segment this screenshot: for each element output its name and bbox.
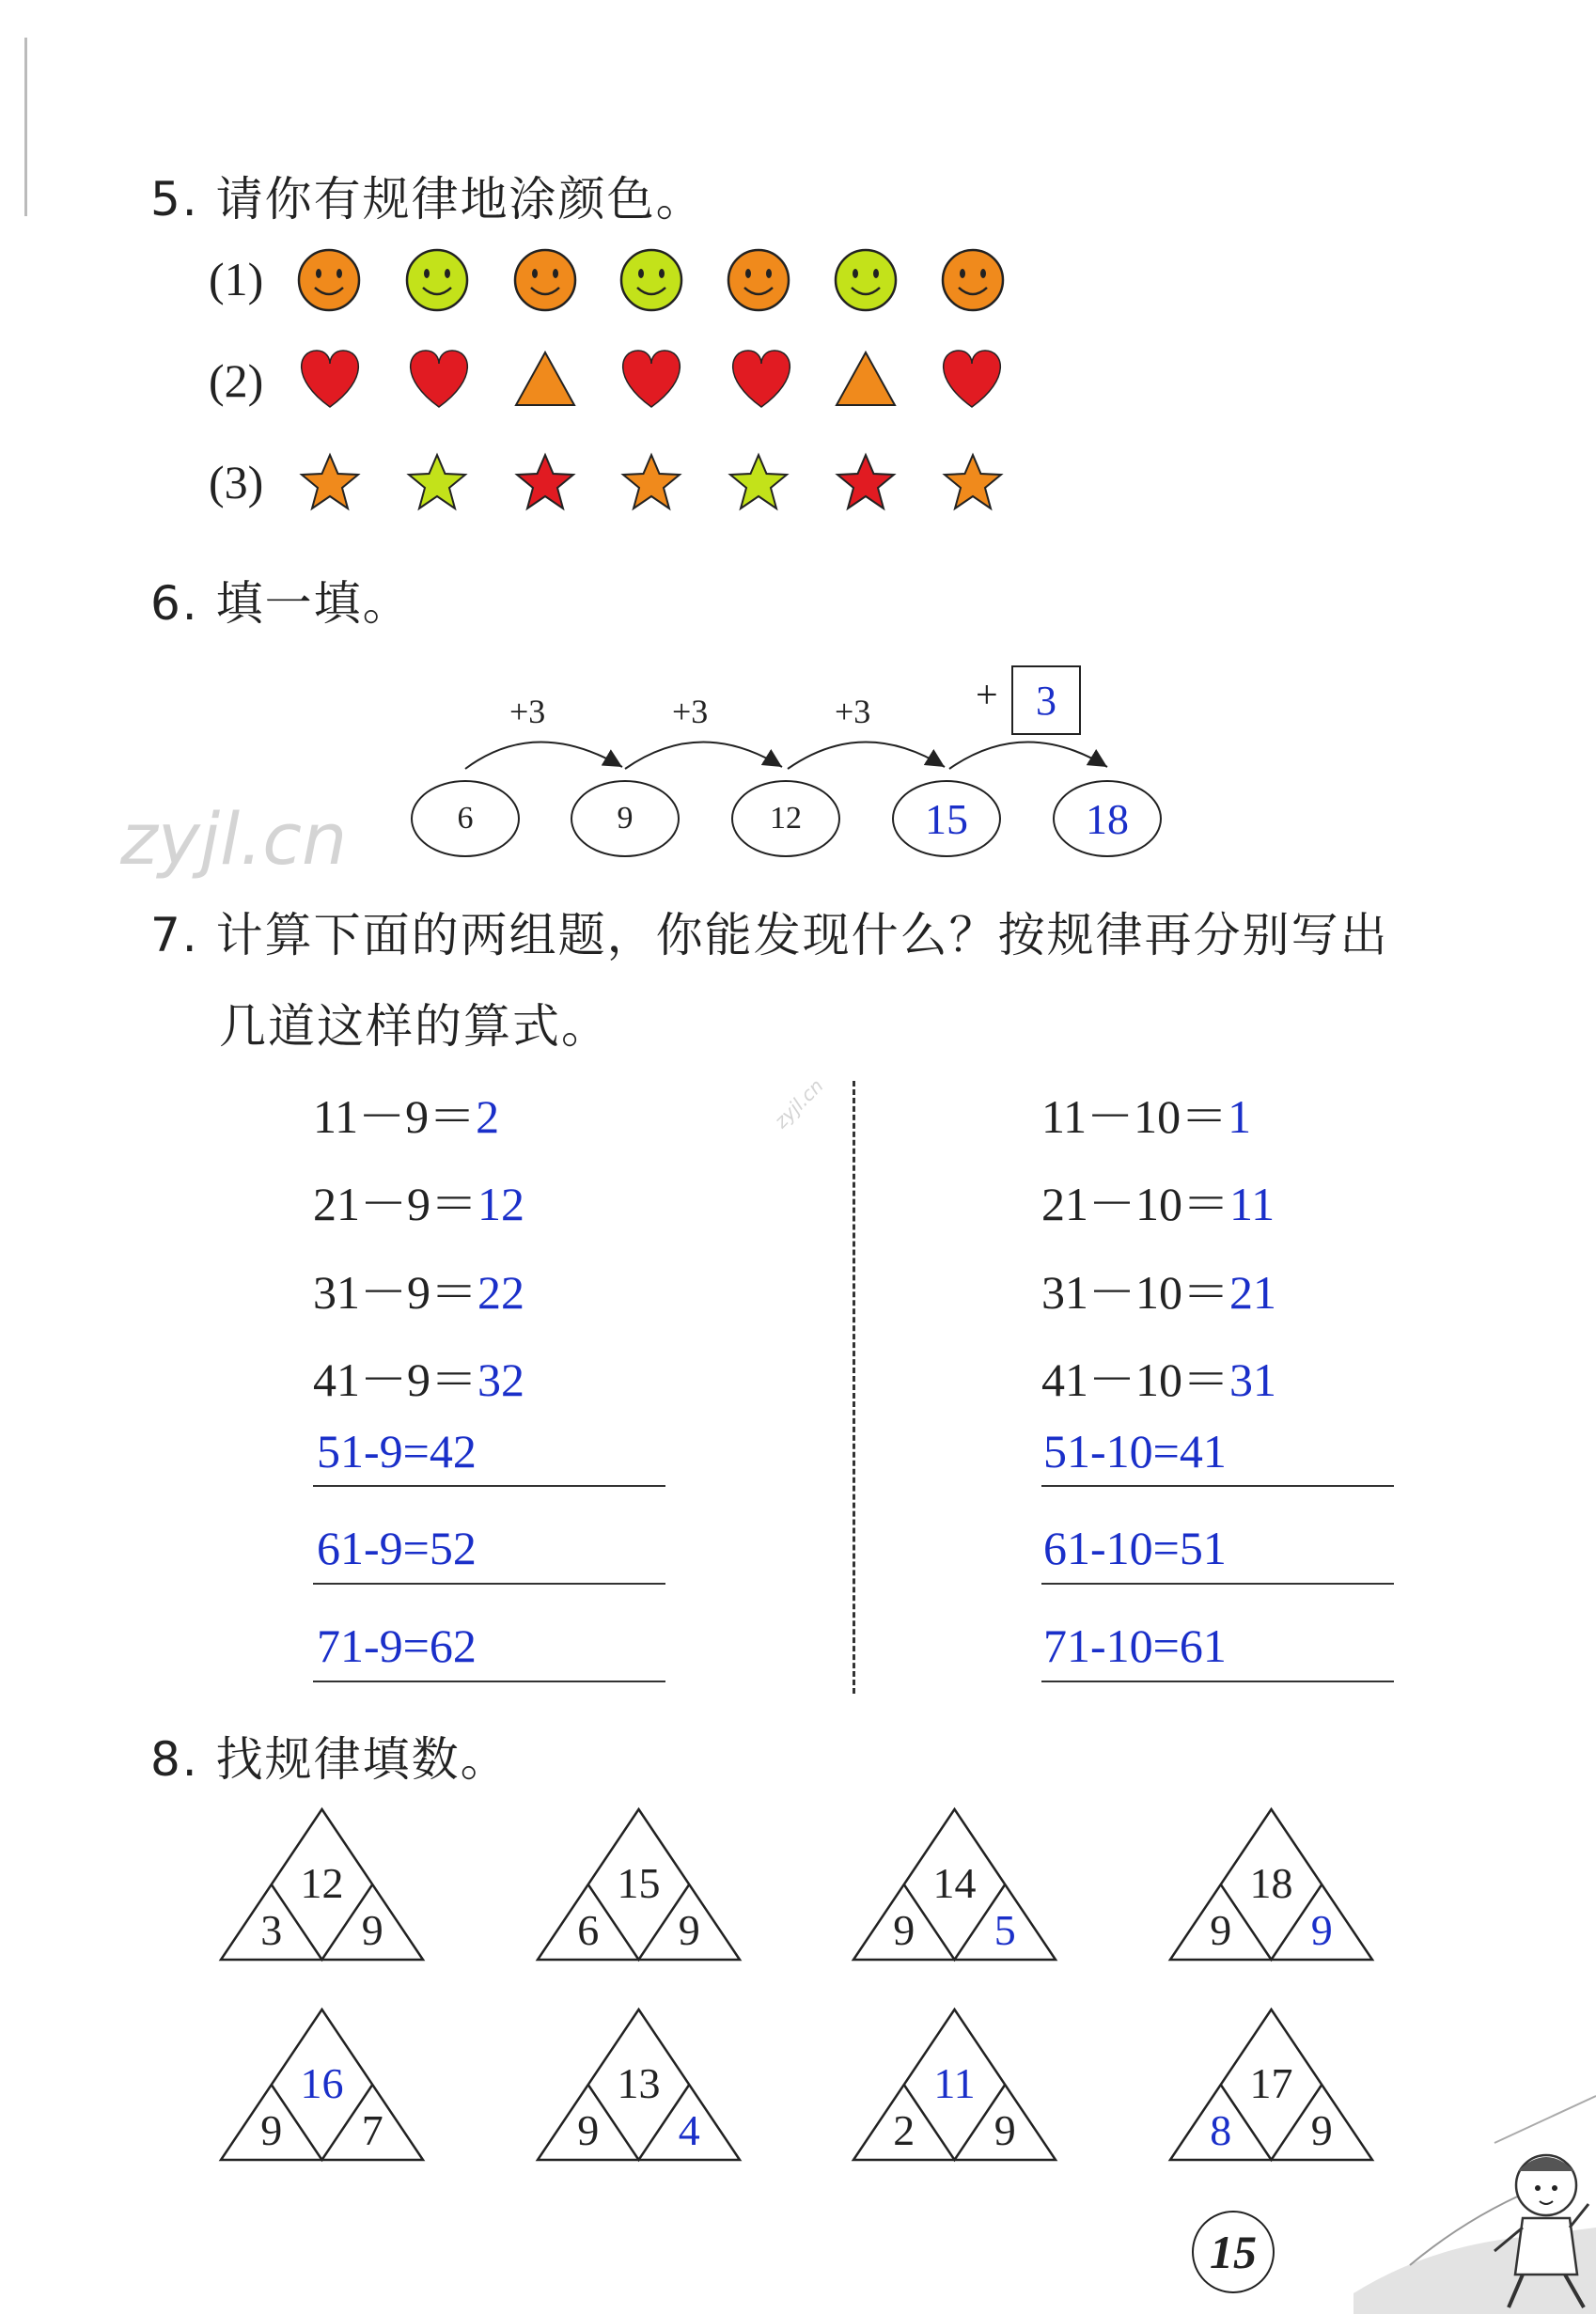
q8-title: 8. 找规律填数。 — [150, 1732, 509, 1787]
triangle-right-number: 9 — [1310, 1906, 1333, 1954]
number-triangle — [538, 1809, 740, 1960]
q6-oval-3 — [731, 780, 840, 857]
eq-answer: 22 — [477, 1266, 524, 1319]
q7-left-written-3: 71-9=62 — [317, 1619, 477, 1672]
q7-title-line1: 7. 计算下面的两组题，你能发现什么？按规律再分别写出 — [150, 908, 1389, 962]
q7-title-line2: 几道这样的算式。 — [219, 999, 610, 1054]
triangle-left-number: 3 — [260, 1906, 283, 1954]
eq-expr: 31－10＝ — [1041, 1266, 1229, 1319]
q5-row2-label: (2) — [209, 354, 264, 407]
page-number-badge — [1192, 2211, 1275, 2293]
page-number: 15 — [1210, 2226, 1257, 2278]
triangle-top-number: 17 — [1249, 2059, 1293, 2107]
triangle-right-number: 7 — [361, 2106, 383, 2154]
q7-left-eq-1 — [313, 1079, 499, 1147]
eq-answer: 1 — [1228, 1090, 1252, 1143]
q7-left-eq-2 — [313, 1166, 524, 1234]
q7-left-underline-2 — [313, 1583, 665, 1585]
q7-right-eq-3 — [1041, 1255, 1276, 1322]
q7-divider — [853, 1081, 855, 1694]
q7-right-eq-2 — [1041, 1166, 1275, 1234]
q6-op-2: +3 — [672, 693, 709, 730]
number-triangle — [1170, 2009, 1372, 2160]
q5-row3-label: (3) — [209, 456, 264, 508]
triangle-right-number: 9 — [994, 2106, 1016, 2154]
eq-expr: 11－9＝ — [313, 1090, 477, 1143]
eq-expr: 41－9＝ — [313, 1353, 477, 1406]
triangle-left-number: 9 — [577, 2106, 600, 2154]
q6-oval-5 — [1053, 780, 1162, 857]
q7-left-written-1: 51-9=42 — [317, 1425, 477, 1478]
q6-arcs — [0, 0, 1596, 902]
q5-row1-label: (1) — [209, 253, 264, 305]
triangle-top-number: 15 — [617, 1859, 661, 1907]
triangle-left-number: 8 — [1210, 2106, 1232, 2154]
q6-oval-value: 6 — [457, 801, 474, 836]
triangle-top-number: 18 — [1249, 1859, 1293, 1907]
q6-oval-2 — [571, 780, 680, 857]
q7-right-written-2: 61-10=51 — [1043, 1522, 1227, 1574]
triangle-right-number: 9 — [1310, 2106, 1333, 2154]
eq-expr: 21－9＝ — [313, 1178, 477, 1230]
q6-answer-box-value: 3 — [1036, 677, 1056, 724]
number-triangle — [538, 2009, 740, 2160]
triangle-left-number: 9 — [260, 2106, 283, 2154]
q7-right-written-3: 71-10=61 — [1043, 1619, 1227, 1672]
q6-op-plus: + — [976, 674, 998, 717]
eq-answer: 21 — [1229, 1266, 1276, 1319]
q6-op-1: +3 — [509, 693, 546, 730]
q6-oval-value: 9 — [617, 801, 634, 836]
q6-oval-1 — [411, 780, 520, 857]
q7-left-underline-3 — [313, 1681, 665, 1682]
q7-right-eq-1 — [1041, 1079, 1251, 1147]
eq-expr: 41－10＝ — [1041, 1353, 1229, 1406]
triangle-top-number: 13 — [617, 2059, 661, 2107]
triangle-right-number: 5 — [994, 1906, 1016, 1954]
number-triangle — [853, 1809, 1056, 1960]
triangle-left-number: 9 — [893, 1906, 915, 1954]
eq-answer: 12 — [477, 1178, 524, 1230]
q7-left-eq-4 — [313, 1342, 524, 1410]
eq-expr: 31－9＝ — [313, 1266, 477, 1319]
eq-answer: 31 — [1229, 1353, 1276, 1406]
eq-answer: 32 — [477, 1353, 524, 1406]
q7-right-underline-3 — [1041, 1681, 1394, 1682]
q5-title: 5. 请你有规律地涂颜色。 — [150, 172, 705, 227]
triangle-top-number: 16 — [300, 2059, 344, 2107]
triangle-top-number: 12 — [300, 1859, 344, 1907]
number-triangle — [853, 2009, 1056, 2160]
q7-right-written-1: 51-10=41 — [1043, 1425, 1227, 1478]
q6-oval-value: 15 — [925, 794, 968, 843]
q6-title: 6. 填一填。 — [150, 576, 412, 631]
q6-oval-4 — [892, 780, 1001, 857]
number-triangle — [221, 1809, 423, 1960]
q7-left-eq-3 — [313, 1255, 524, 1322]
eq-expr: 11－10＝ — [1041, 1090, 1228, 1143]
kid-illustration — [1353, 2077, 1596, 2314]
q7-left-underline-1 — [313, 1485, 665, 1487]
triangle-right-number: 4 — [678, 2106, 700, 2154]
triangle-right-number: 9 — [678, 1906, 700, 1954]
watermark-large: zyjl.cn — [120, 797, 348, 881]
triangle-top-number: 11 — [933, 2059, 976, 2107]
q6-oval-value: 12 — [770, 801, 802, 836]
q7-right-underline-1 — [1041, 1485, 1394, 1487]
q7-right-eq-4 — [1041, 1342, 1276, 1410]
triangle-left-number: 2 — [893, 2106, 915, 2154]
eq-answer: 11 — [1229, 1178, 1275, 1230]
number-triangle — [1170, 1809, 1372, 1960]
eq-expr: 21－10＝ — [1041, 1178, 1229, 1230]
triangle-left-number: 9 — [1210, 1906, 1232, 1954]
q7-right-underline-2 — [1041, 1583, 1394, 1585]
q6-answer-box — [1011, 665, 1081, 735]
triangle-top-number: 14 — [932, 1859, 977, 1907]
q6-oval-value: 18 — [1086, 794, 1129, 843]
q7-left-written-2: 61-9=52 — [317, 1522, 477, 1574]
watermark-small: zyjl.cn — [769, 1074, 828, 1133]
q6-op-3: +3 — [835, 693, 871, 730]
number-triangle — [221, 2009, 423, 2160]
triangle-left-number: 6 — [577, 1906, 600, 1954]
triangle-right-number: 9 — [361, 1906, 383, 1954]
eq-answer: 2 — [476, 1090, 500, 1143]
